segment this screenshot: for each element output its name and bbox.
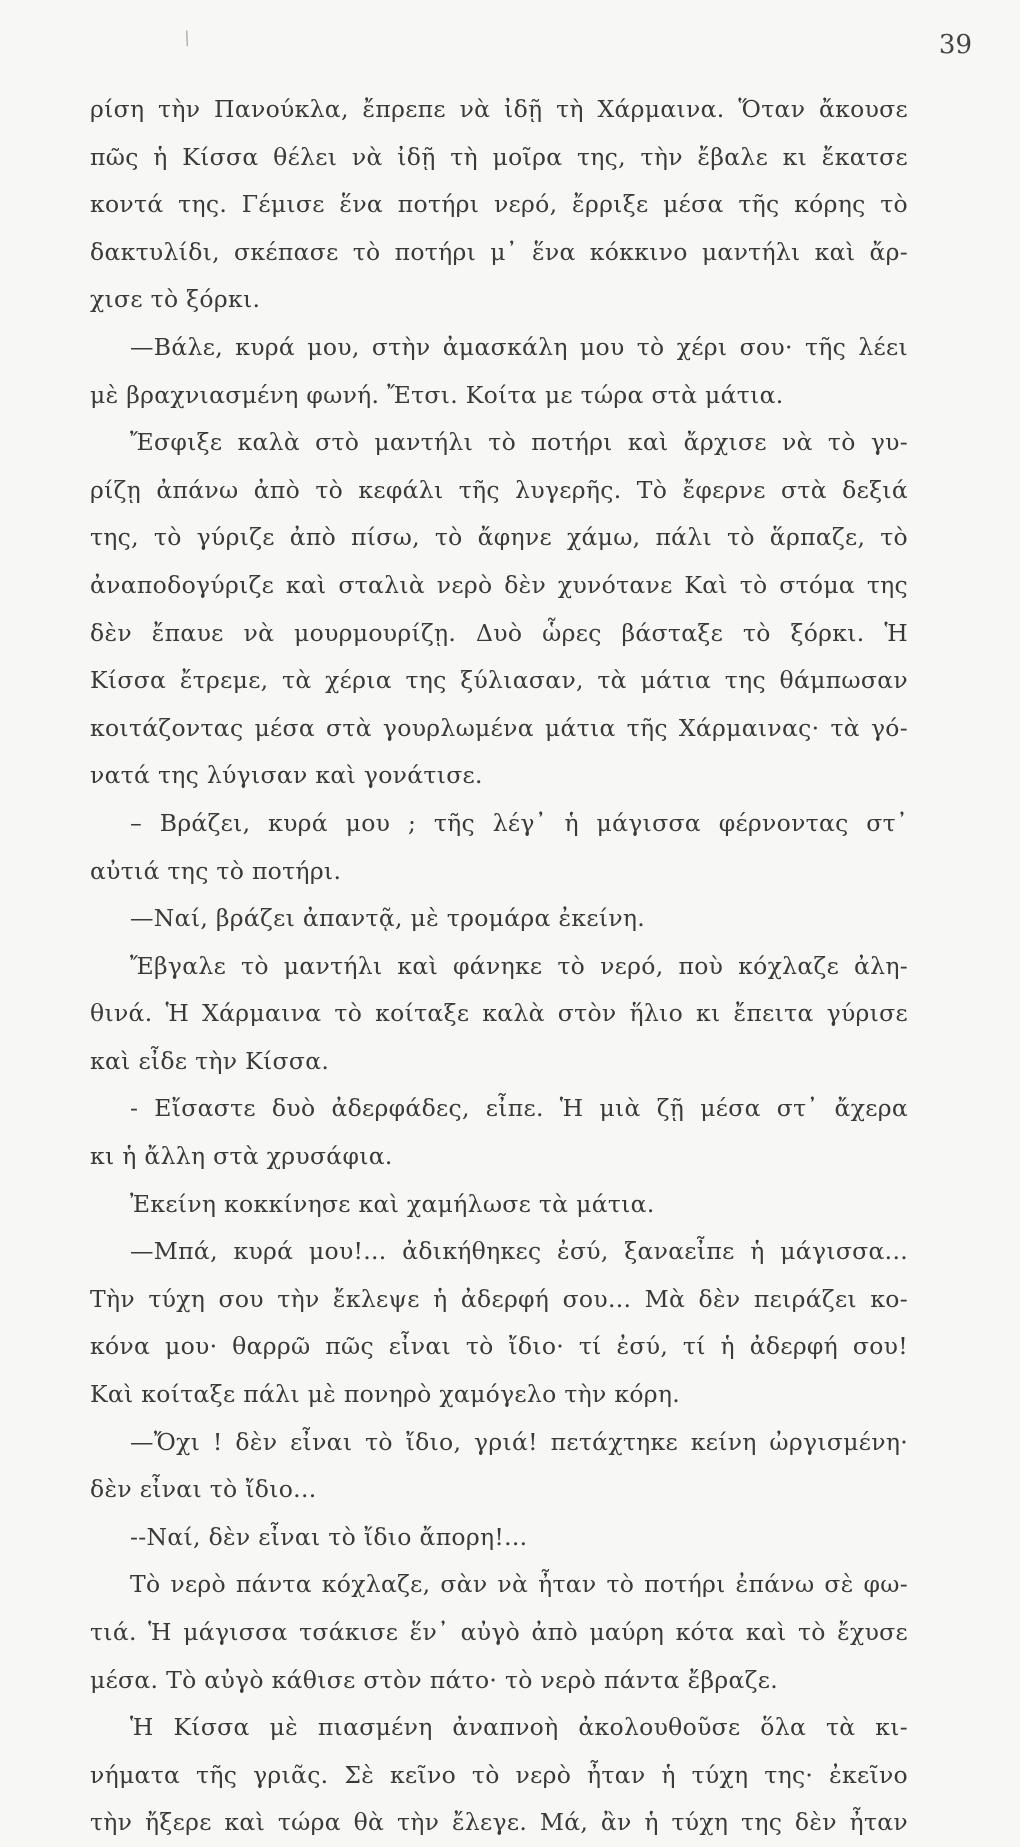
text-line: θινά. Ἡ Χάρμαινα τὸ κοίταξε καλὰ στὸν ἥλιο κι ἔπειτα γύρισε (90, 999, 908, 1028)
text-line: Ἐκείνη κοκκίνησε καὶ χαμήλωσε τὰ μάτια. (130, 1189, 655, 1218)
text-line: αὐτιά της τὸ ποτήρι. (90, 856, 342, 885)
text-line: κοιτάζοντας μέσα στὰ γουρλωμένα μάτια τῆς Χάρμαινας· τὰ γό- (90, 713, 908, 742)
text-line: Τὴν τύχη σου τὴν ἔκλεψε ἡ ἀδερφή σου... Μὰ δὲν πειράζει κο- (90, 1284, 908, 1313)
text-line: κόνα μου· θαρρῶ πῶς εἶναι τὸ ἴδιο· τί ἐσύ, τί ἡ ἀδερφή σου! (90, 1332, 908, 1361)
stray-pen-mark: / (180, 27, 194, 50)
text-line: ρίση τὴν Πανούκλα, ἔπρεπε νὰ ἰδῇ τὴ Χάρμαινα. Ὅταν ἄκουσε (90, 95, 908, 123)
text-line: πῶς ἡ Κίσσα θέλει νὰ ἰδῇ τὴ μοῖρα της, τὴν ἔβαλε κι ἔκατσε (90, 142, 908, 171)
text-line: δὲν εἶναι τὸ ἴδιο... (90, 1475, 317, 1504)
text-line: ἀναποδογύριζε καὶ σταλιὰ νερὸ δὲν χυνότανε Καὶ τὸ στόμα της (90, 570, 908, 599)
text-line: - Εἴσαστε δυὸ ἀδερφάδες, εἶπε. Ἡ μιὰ ζῇ μέσα στ᾽ ἄχερα (130, 1094, 908, 1123)
text-line: Τὸ νερὸ πάντα κόχλαζε, σὰν νὰ ἦταν τὸ ποτήρι ἐπάνω σὲ φω- (130, 1570, 908, 1599)
text-line: – Βράζει, κυρά μου ; τῆς λέγ᾽ ἡ μάγισσα φέρνοντας στ᾽ (130, 808, 908, 837)
text-line: νατά της λύγισαν καὶ γονάτισε. (90, 761, 483, 790)
text-line: τιά. Ἡ μάγισσα τσάκισε ἕν᾽ αὐγὸ ἀπὸ μαύρη κότα καὶ τὸ ἔχυσε (90, 1618, 908, 1646)
text-line: μὲ βραχνιασμένη φωνή. Ἔτσι. Κοίτα με τώρα στὰ μάτια. (90, 380, 784, 409)
body-text (90, 86, 908, 1847)
text-line: τὴν ἤξερε καὶ τώρα θὰ τὴν ἔλεγε. Μά, ἂν ἡ τύχη της δὲν ἦταν (90, 1808, 908, 1837)
text-line: Ἡ Κίσσα μὲ πιασμένη ἀναπνοὴ ἀκολουθοῦσε ὅλα τὰ κι- (130, 1713, 908, 1742)
text-line: --Ναί, δὲν εἶναι τὸ ἴδιο ἄπορη!... (130, 1522, 528, 1551)
text-line: δακτυλίδι, σκέπασε τὸ ποτήρι μ᾽ ἕνα κόκκινο μαντήλι καὶ ἄρ- (90, 237, 908, 266)
text-line: Κίσσα ἔτρεμε, τὰ χέρια της ξύλιασαν, τὰ μάτια της θάμπωσαν (90, 666, 908, 695)
text-line: —Ὄχι ! δὲν εἶναι τὸ ἴδιο, γριά! πετάχτηκε κείνη ὠργισμένη· (130, 1427, 908, 1456)
text-line: —Βάλε, κυρά μου, στὴν ἀμασκάλη μου τὸ χέρι σου· τῆς λέει (130, 332, 908, 361)
text-line: μέσα. Τὸ αὐγὸ κάθισε στὸν πάτο· τὸ νερὸ πάντα ἔβραζε. (90, 1665, 778, 1694)
text-line: καὶ εἶδε τὴν Κίσσα. (90, 1046, 330, 1075)
text-line: ρίζῃ ἀπάνω ἀπὸ τὸ κεφάλι τῆς λυγερῆς. Τὸ ἔφερνε στὰ δεξιά (90, 475, 908, 504)
text-line: δὲν ἔπαυε νὰ μουρμουρίζῃ. Δυὸ ὧρες βάσταξε τὸ ξόρκι. Ἡ (90, 618, 908, 647)
text-line: Καὶ κοίταξε πάλι μὲ πονηρὸ χαμόγελο τὴν κόρη. (90, 1380, 681, 1409)
text-line: κοντά της. Γέμισε ἕνα ποτήρι νερό, ἔρριξε μέσα τῆς κόρης τὸ (90, 190, 908, 219)
text-line: —Ναί, βράζει ἀπαντᾷ, μὲ τρομάρα ἐκείνη. (130, 904, 646, 933)
text-line: Ἔβγαλε τὸ μαντήλι καὶ φάνηκε τὸ νερό, ποὺ κόχλαζε ἀλη- (130, 951, 908, 980)
text-line: χισε τὸ ξόρκι. (90, 285, 261, 314)
text-line: νήματα τῆς γριᾶς. Σὲ κεῖνο τὸ νερὸ ἦταν ἡ τύχη της· ἐκεῖνο (90, 1760, 908, 1789)
text-line: της, τὸ γύριζε ἀπὸ πίσω, τὸ ἄφηνε χάμω, πάλι τὸ ἅρπαζε, τὸ (90, 523, 908, 552)
text-line: κι ἡ ἄλλη στὰ χρυσάφια. (90, 1142, 393, 1171)
text-line: —Μπά, κυρά μου!... ἀδικήθηκες ἐσύ, ξαναεἶπε ἡ μάγισσα... (130, 1237, 908, 1266)
page-number: 39 (938, 30, 972, 60)
text-line: Ἔσφιξε καλὰ στὸ μαντήλι τὸ ποτήρι καὶ ἄρχισε νὰ τὸ γυ- (130, 428, 908, 457)
